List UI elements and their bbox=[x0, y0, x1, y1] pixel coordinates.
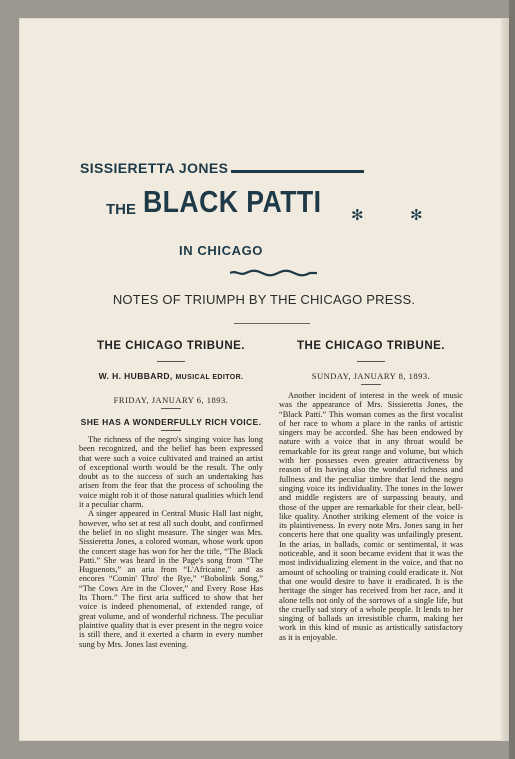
editor-title: MUSICAL EDITOR. bbox=[175, 374, 244, 381]
right-date: SUNDAY, JANUARY 8, 1893. bbox=[311, 371, 431, 381]
notes-rule bbox=[234, 323, 310, 324]
left-paper-title: THE CHICAGO TRIBUNE. bbox=[97, 340, 245, 352]
program-page bbox=[19, 18, 509, 741]
article-paragraph: The richness of the negro's singing voice has long been recognized, and the belief has been expressed that were such a voice cultivated and trained an artist of exceptional worth would be the result. The only doubt as to the success of such an undertaking has arisen from the fear that the process of schooling the voice might rob it of those natural qualities which lend it a peculiar charm. bbox=[79, 435, 263, 510]
article-paragraph: A singer appeared in Central Music Hall last night, however, who set at rest all such doubt, and confirmed the belief in no slight measure. The singer was Mrs. Sissieretta Jones, a colored woman, whose work upon the concert stage has won for her the title, “The Black Patti.” She was heard in the Page's song from “The Huguenots,” an aria from “L'Africaine,” and as encores “Comin' Thro' the Rye,” “Bobolink Song,” “The Cows Are in the Clover,” and Every Rose Has Its Thorn.” The first aria sufficed to show that her voice is indeed phenomenal, of extended range, of great volume, and of wonderful richness. The peculiar plaintive quality that is ever present in the negro voice is still there, and it exerted a charm in every number sung by Mrs. Jones last evening. bbox=[79, 509, 263, 649]
wave-ornament-icon bbox=[230, 269, 317, 277]
right-divider bbox=[357, 361, 385, 362]
subtitle: IN CHICAGO bbox=[179, 243, 263, 258]
right-article-body bbox=[279, 391, 463, 642]
singer-name: SISSIERETTA JONES bbox=[80, 160, 229, 176]
editor-name: W. H. HUBBARD, bbox=[98, 371, 173, 381]
color-strip bbox=[509, 0, 515, 759]
left-article-body bbox=[79, 435, 263, 649]
headline-rule bbox=[161, 430, 181, 431]
the-label: THE bbox=[106, 201, 136, 218]
page-spine-edge bbox=[501, 18, 509, 741]
article-paragraph: Another incident of interest in the week of music was the appearance of Mrs. Sissieretta Jones, the “Black Patti.” This woman comes as the first vocalist of her race to whom a place in the ranks of artistic singers may be accorded. She has been endowed by nature with a voice that in any throat would be remarkable for its great range and volume, but which with her possesses even greater attractiveness by reason of its having also the wonderful richness and fullness and the peculiar timbre that lend the negro singing voice its individuality. The tones in the lower and middle registers are of surpassing beauty, and those of the upper are remarkable for their clear, bell-like quality. Another striking element of the voice is its plaintiveness. In every note Mrs. Jones sang in her concerts here that one quality was unfailingly present. In the arias, in ballads, comic or sentimental, it was noticeable, and it soon became evident that it was the most individualizing element in the voice, and that no amount of schooling or training could eradicate it. Not that one would desire to have it eradicated. It is the heritage the singer has received from her race, and it alone tells not only of the sorrows of a single life, but the cruelly sad story of a whole people. It lends to her singing of ballads an irresistible charm, making her work in this kind of music as artistically satisfactory as it is enjoyable. bbox=[279, 391, 463, 642]
left-headline: SHE HAS A WONDERFULLY RICH VOICE. bbox=[80, 417, 262, 427]
editor-credit bbox=[79, 371, 263, 381]
notes-heading: NOTES OF TRIUMPH BY THE CHICAGO PRESS. bbox=[112, 292, 416, 307]
right-column bbox=[279, 340, 463, 642]
star-ornament-icon: ✻ bbox=[351, 206, 364, 224]
left-column bbox=[79, 340, 263, 649]
left-date: FRIDAY, JANUARY 6, 1893. bbox=[113, 395, 229, 405]
left-divider bbox=[157, 361, 185, 362]
star-ornament-icon: ✻ bbox=[410, 206, 423, 224]
right-date-rule bbox=[361, 384, 381, 385]
name-rule bbox=[231, 170, 364, 173]
main-title: BLACK PATTI bbox=[143, 184, 322, 219]
left-date-rule bbox=[161, 408, 181, 409]
right-paper-title: THE CHICAGO TRIBUNE. bbox=[297, 340, 445, 352]
